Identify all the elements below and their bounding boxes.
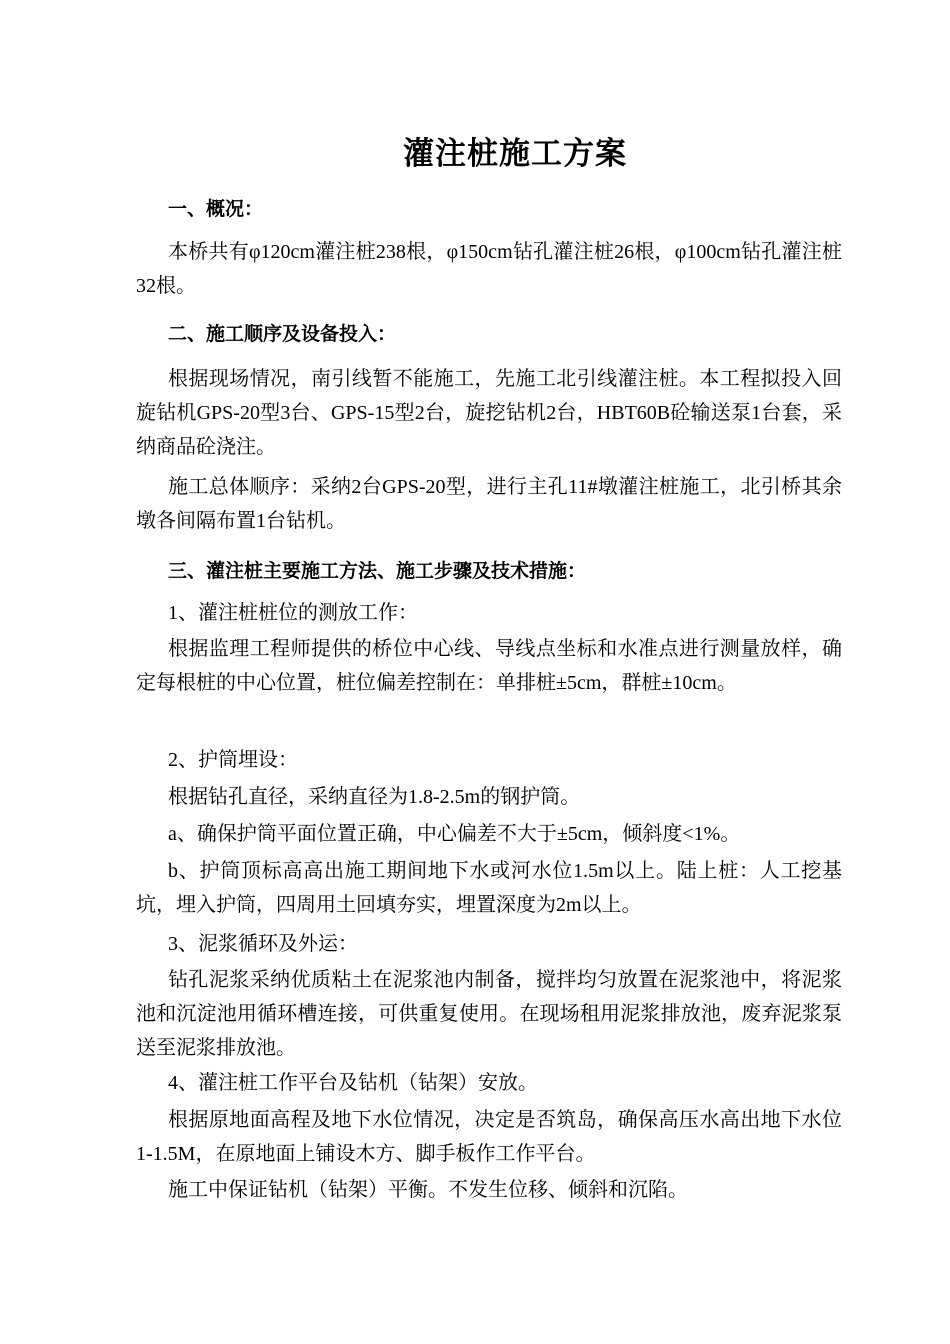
document-title: 灌注桩施工方案 (403, 136, 627, 172)
subheading-pile-positioning: 1、灌注桩桩位的测放工作： (168, 602, 418, 624)
section-heading-overview: 一、概况： (168, 198, 264, 220)
paragraph-work-platform: 根据原地面高程及地下水位情况，决定是否筑岛，确保高压水高出地下水位1-1.5M，在原地面上铺设木方、脚手板作工作平台。 (136, 1109, 842, 1165)
subheading-casing: 2、护筒埋设： (168, 749, 298, 771)
section-heading-sequence: 二、施工顺序及设备投入： (168, 323, 397, 345)
paragraph-casing-b: b、护筒顶标高高出施工期间地下水或河水位1.5m以上。陆上桩：人工挖基坑，埋入护筒，四周用土回填夯实，埋置深度为2m以上。 (136, 860, 842, 916)
paragraph-casing-a: a、确保护筒平面位置正确，中心偏差不大于±5cm，倾斜度<1%。 (168, 823, 741, 845)
section-heading-methods: 三、灌注桩主要施工方法、施工步骤及技术措施： (168, 560, 587, 582)
subheading-mud-circulation: 3、泥浆循环及外运： (168, 933, 358, 955)
paragraph-pile-positioning: 根据监理工程师提供的桥位中心线、导线点坐标和水准点进行测量放样，确定每根桩的中心位置，桩位偏差控制在：单排桩±5cm，群桩±10cm。 (136, 638, 842, 694)
paragraph-sequence-1: 根据现场情况，南引线暂不能施工，先施工北引线灌注桩。本工程拟投入回旋钻机GPS-20型3台、GPS-15型2台，旋挖钻机2台，HBT60B砼输送泵1台套，采纳商品砼浇注。 (136, 368, 842, 458)
paragraph-casing: 根据钻孔直径，采纳直径为1.8-2.5m的钢护筒。 (168, 786, 581, 808)
paragraph-rig-balance: 施工中保证钻机（钻架）平衡。不发生位移、倾斜和沉陷。 (168, 1179, 688, 1201)
paragraph-mud-circulation: 钻孔泥浆采纳优质粘土在泥浆池内制备，搅拌均匀放置在泥浆池中，将泥浆池和沉淀池用循环槽连接，可供重复使用。在现场租用泥浆排放池，废弃泥浆泵送至泥浆排放池。 (136, 969, 842, 1059)
subheading-work-platform: 4、灌注桩工作平台及钻机（钻架）安放。 (168, 1072, 538, 1094)
paragraph-sequence-2: 施工总体顺序：采纳2台GPS-20型，进行主孔11#墩灌注桩施工，北引桥其余墩各间隔布置1台钻机。 (136, 476, 842, 532)
paragraph-overview: 本桥共有φ120cm灌注桩238根，φ150cm钻孔灌注桩26根，φ100cm钻孔灌注桩32根。 (136, 241, 842, 297)
